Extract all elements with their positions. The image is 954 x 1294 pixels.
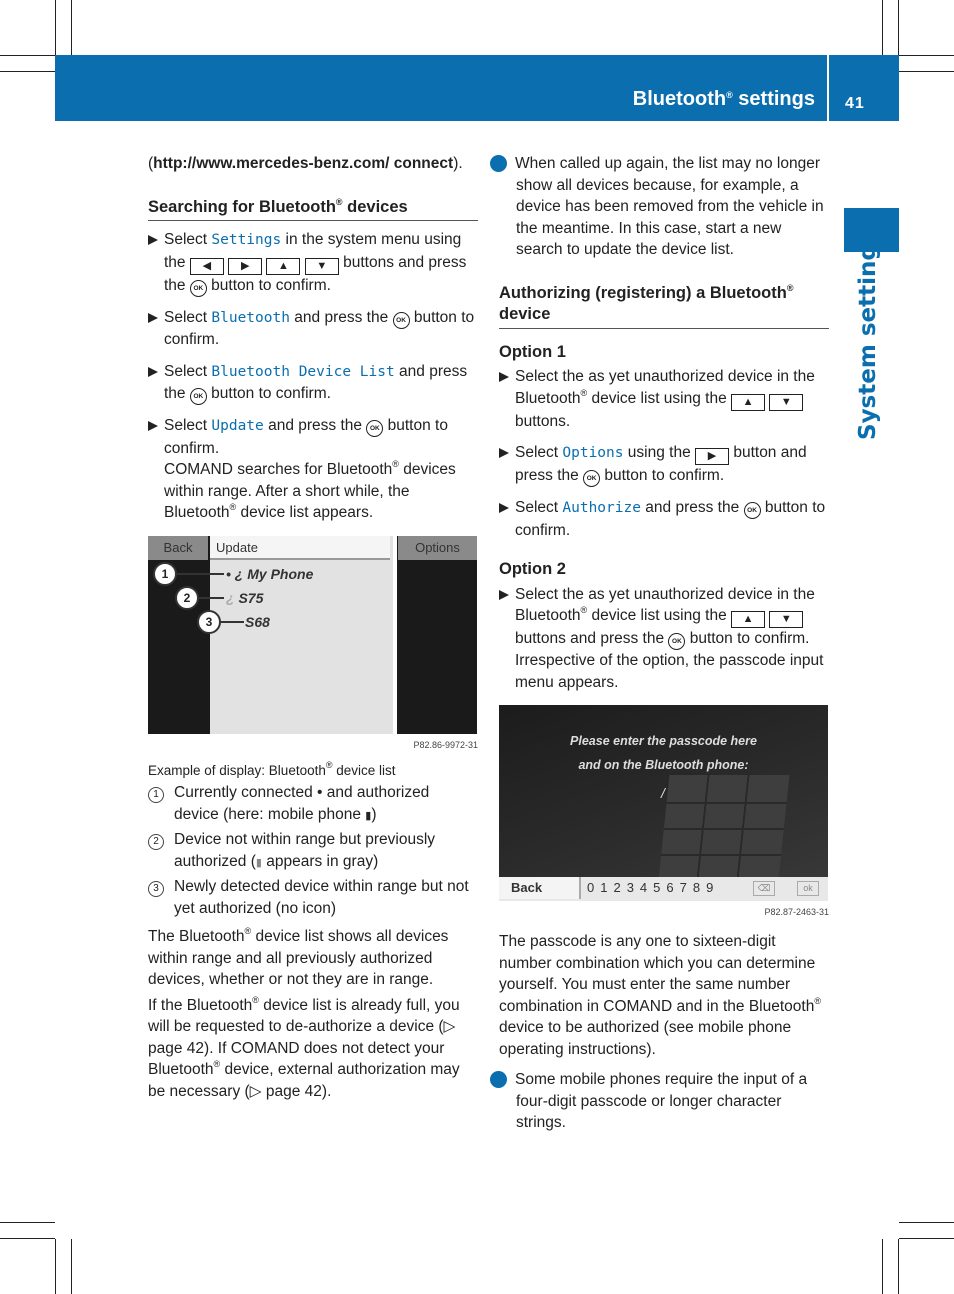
text: If the Bluetooth (148, 996, 253, 1014)
text: button to confirm. (206, 276, 331, 294)
text: device list (332, 762, 396, 778)
text: device to be authorized (see mobile phone operating instructions). (499, 1019, 792, 1058)
up-button-icon: ▲ (731, 394, 765, 411)
text: Device not within range but previously authorized ( (174, 831, 436, 870)
registered-mark: ® (580, 387, 588, 398)
url-link[interactable]: http://www.mercedes-benz.com/ connect (153, 155, 454, 172)
device-name: S75 (238, 589, 264, 606)
update-button: Update (210, 536, 390, 560)
ok-button-icon: OK (366, 420, 383, 437)
text: button and press the (515, 444, 807, 484)
figure-code: P82.86-9972-31 (413, 739, 478, 750)
menu-keyword: Options (562, 445, 624, 461)
figure-caption (148, 760, 478, 782)
menu-keyword: Authorize (562, 500, 641, 516)
back-button: Back (148, 536, 208, 560)
callout-number: 1 (148, 787, 164, 803)
text: button to confirm. (206, 385, 331, 402)
text: buttons and press the (515, 630, 669, 647)
menu-keyword: Update (211, 418, 264, 434)
crop-mark (71, 1239, 72, 1294)
text: Select (515, 499, 563, 516)
info-icon: i (490, 155, 507, 172)
text: Select the as yet unauthorized device in the Bluetooth (515, 368, 815, 407)
text: Example of display: Bluetooth (148, 762, 326, 778)
crop-mark (0, 71, 55, 72)
registered-mark: ® (726, 90, 733, 100)
menu-keyword: Settings (211, 232, 282, 248)
section-tab-label: System settings (855, 230, 881, 440)
phone-icon: ▮ (365, 809, 372, 822)
input-cursor: / (661, 785, 665, 801)
text: devices (342, 197, 408, 216)
text: and press the (263, 417, 367, 434)
text: Select the as yet unauthorized device in the Bluetooth (515, 585, 815, 624)
ok-button-icon: OK (583, 470, 600, 487)
crop-mark (899, 55, 954, 56)
registered-mark: ® (244, 926, 252, 936)
right-column (483, 153, 829, 1134)
text: ). (453, 155, 463, 172)
instruction-step (499, 584, 829, 694)
text: When called up again, the list may no longer show all devices because, for example, a device has been removed from the vehicle in the meantime. In this case, start a new search to update the device list. (515, 155, 824, 258)
crop-mark (0, 55, 55, 56)
text: buttons. (515, 412, 571, 430)
callout-3: 3 (197, 610, 221, 634)
crop-mark (0, 1238, 55, 1239)
text: and press the (164, 362, 468, 402)
callout-number: 3 (148, 881, 164, 897)
keypad-image (658, 775, 789, 880)
ok-button-icon: OK (190, 280, 207, 297)
callout-2: 2 (175, 586, 199, 610)
page-number: 41 (845, 95, 865, 112)
callout-line (218, 621, 244, 623)
device-item: ¿ S75 (226, 589, 264, 606)
callout-1: 1 (153, 562, 177, 586)
callout-number: 2 (148, 834, 164, 850)
text: devices within range. After a short while, the Bluetooth (164, 461, 456, 521)
text: using the (623, 444, 696, 461)
registered-mark: ® (252, 994, 259, 1005)
page-header (55, 55, 899, 121)
device-item (245, 612, 270, 634)
digit-keys: 0123456789 (587, 880, 720, 895)
text: Select (164, 417, 212, 434)
text: Select (515, 444, 563, 461)
registered-mark: ® (814, 995, 821, 1006)
device-item: • ¿ My Phone (226, 565, 314, 582)
menu-keyword: Bluetooth Device List (211, 363, 395, 380)
page-title (633, 89, 815, 111)
callout-line (174, 573, 224, 575)
text: device list shows all devices within range and all previously authorized devices, whether or not they are in range. (148, 928, 449, 988)
back-button: Back (499, 877, 581, 899)
phone-icon: ▮ (255, 856, 262, 869)
text: device list appears. (236, 504, 374, 521)
figure-code: P82.87-2463-31 (764, 907, 829, 917)
text: Authorizing (registering) a Bluetooth (499, 283, 787, 302)
text: The passcode is any one to sixteen-digit number combination which you can determine yourself. You must enter the same number combination in COMAND and in the Bluetooth (499, 933, 816, 1015)
down-button-icon: ▼ (769, 611, 803, 628)
text: The Bluetooth (148, 928, 245, 945)
paragraph (148, 995, 478, 1103)
crop-mark (899, 71, 954, 72)
divider (827, 55, 829, 121)
url-paragraph (148, 153, 478, 175)
instruction-step (148, 307, 478, 351)
info-note (483, 153, 829, 261)
ok-button: ok (797, 881, 819, 896)
menu-keyword: Bluetooth (211, 309, 290, 326)
instruction-step (499, 442, 829, 487)
paragraph (499, 931, 829, 1060)
text: in the system menu using the (164, 231, 462, 271)
text: device list using the (587, 389, 732, 407)
instruction-step (499, 366, 829, 432)
left-column (148, 153, 478, 1102)
delete-icon: ⌫ (753, 881, 775, 896)
text: buttons and press the (164, 253, 467, 294)
section-heading (148, 197, 478, 222)
passcode-prompt: Please enter the passcode here (570, 734, 757, 748)
text: and press the (640, 499, 744, 516)
registered-mark: ® (335, 196, 343, 207)
registered-mark: ® (229, 502, 237, 512)
paragraph (148, 926, 478, 991)
legend-item (148, 876, 478, 919)
registered-mark: ® (580, 605, 588, 615)
legend-item (148, 829, 478, 874)
text: Newly detected device within range but not yet authorized (no icon) (174, 878, 469, 917)
crop-mark (71, 0, 72, 55)
left-button-icon: ◀ (190, 258, 224, 275)
passcode-screenshot (499, 705, 828, 901)
text: button to confirm. (600, 467, 725, 484)
device-list-screenshot (148, 536, 477, 734)
crop-mark (898, 1239, 899, 1294)
option-heading: Option 1 (499, 342, 566, 361)
down-button-icon: ▼ (305, 258, 339, 275)
crop-mark (899, 1238, 954, 1239)
instruction-step (499, 497, 829, 541)
down-button-icon: ▼ (769, 394, 803, 411)
passcode-prompt: and on the Bluetooth phone: (578, 758, 749, 772)
text: COMAND searches for Bluetooth (164, 461, 393, 478)
section-heading (499, 283, 829, 329)
text: button to confirm. (164, 308, 475, 348)
ok-button-icon: OK (190, 388, 207, 405)
text: Searching for Bluetooth (148, 197, 336, 216)
crop-mark (0, 1222, 55, 1223)
registered-mark: ® (325, 759, 333, 770)
crop-mark (882, 0, 883, 55)
registered-mark: ® (392, 459, 399, 469)
ok-button-icon: OK (393, 312, 410, 329)
text: Select (164, 308, 212, 326)
text: Select (164, 231, 212, 248)
info-icon: i (490, 1071, 507, 1088)
text: device list is already full, you will be requested to de-authorize a device (▷ page 42). If COMAND does not detect your Bluetooth (148, 996, 460, 1078)
text: ( (148, 155, 154, 172)
registered-mark: ® (786, 282, 794, 293)
title-text: Bluetooth (632, 88, 727, 110)
info-note (483, 1069, 829, 1134)
instruction-step (148, 361, 478, 406)
text: and press the (289, 308, 393, 326)
option-heading: Option 2 (499, 560, 566, 578)
crop-mark (55, 0, 56, 55)
text: Some mobile phones require the input of a four-digit passcode or longer character strings. (515, 1071, 808, 1131)
text: button to confirm. (685, 630, 810, 647)
options-button: Options (398, 536, 477, 560)
ok-button-icon: OK (744, 502, 761, 519)
text: device (499, 305, 551, 323)
text: ) (371, 805, 377, 823)
instruction-step (148, 415, 478, 524)
text: Currently connected • and authorized device (here: mobile phone (174, 784, 430, 823)
crop-mark (899, 1222, 954, 1223)
right-button-icon: ▶ (695, 448, 729, 465)
device-name: My Phone (247, 565, 314, 582)
legend-item (148, 782, 478, 827)
crop-mark (55, 1239, 56, 1294)
text: device list using the (587, 607, 732, 624)
up-button-icon: ▲ (266, 258, 300, 275)
text: appears in gray) (261, 852, 379, 870)
digit-bar (499, 877, 828, 901)
title-text: settings (732, 88, 815, 110)
scrollbar (393, 536, 397, 734)
up-button-icon: ▲ (731, 611, 765, 628)
right-button-icon: ▶ (228, 258, 262, 275)
device-name: S68 (245, 613, 270, 630)
passcode-note: Irrespective of the option, the passcode input menu appears. (515, 652, 824, 691)
ok-button-icon: OK (668, 633, 685, 650)
text: Select (164, 362, 212, 380)
text: device, external authorization may be necessary (▷ page 42). (148, 1061, 460, 1100)
text: button to confirm. (515, 499, 826, 539)
instruction-step (148, 229, 478, 297)
text: button to confirm. (164, 417, 448, 457)
crop-mark (882, 1239, 883, 1294)
registered-mark: ® (213, 1059, 221, 1069)
crop-mark (898, 0, 899, 55)
